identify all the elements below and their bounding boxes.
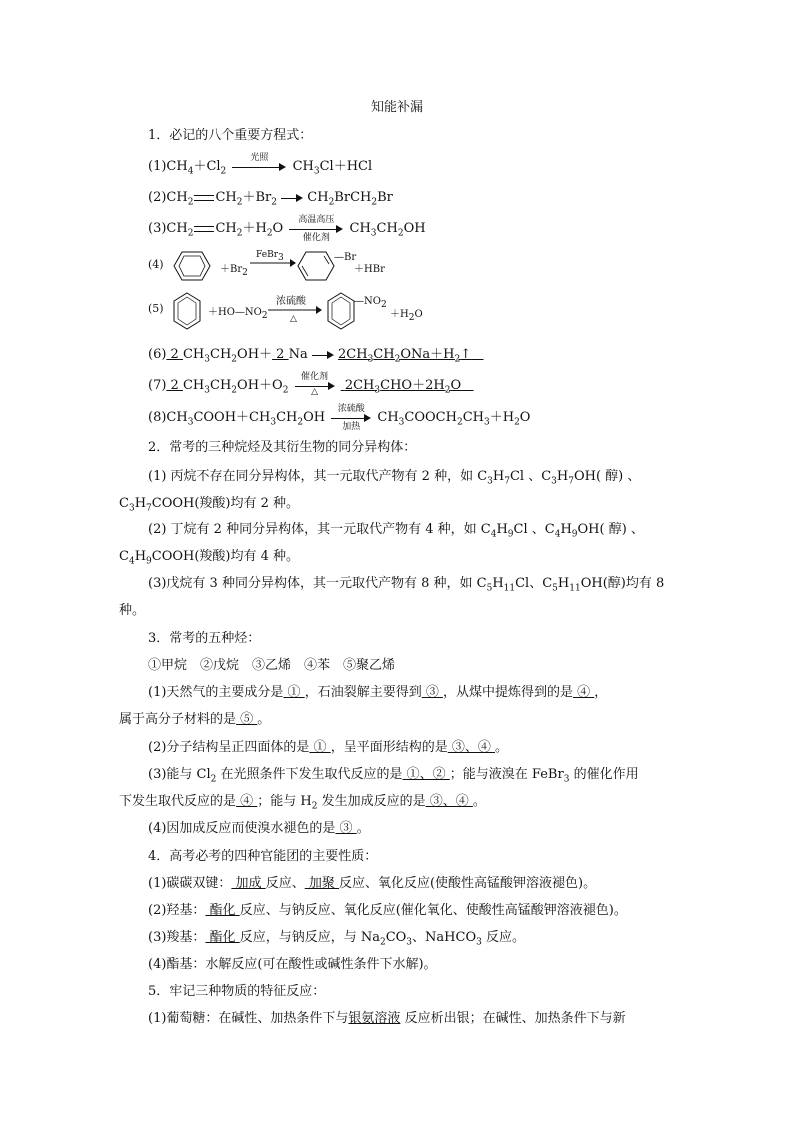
paragraph-2-2: (2) 丁烷有 2 种同分异构体，其一元取代产物有 4 种，如 $C_4H_9Cl$ 、$C_4H_9OH$( 醇) 、 (148, 522, 644, 540)
paragraph-2-1: (1) 丙烷不存在同分异构体，其一元取代产物有 2 种，如 $C_3H_7Cl$ 、$C_3H_7OH$( 醇) 、 (148, 469, 641, 487)
bromobenzene-icon (296, 250, 336, 282)
reversible-arrow: 浓硫酸 加热 (331, 410, 371, 426)
section-1-heading: 1．必记的八个重要方程式： (148, 128, 313, 143)
question-3-3-cont: 下发生取代反应的是 ④ ；能与 $H_2$ 发生加成反应的是 ③、④ 。 (119, 794, 486, 812)
eq4-product: ＋HBr (354, 264, 385, 275)
question-3-1: (1)天然气的主要成分是 ① ，石油裂解主要得到 ③ ，从煤中提炼得到的是 ④ ， (148, 685, 608, 700)
hydrocarbon-list: ①甲烷 ②戊烷 ③乙烯 ④苯 ⑤聚乙烯 (148, 658, 396, 673)
paragraph-2-3: (3)戊烷有 3 种同分异构体，其一元取代产物有 8 种，如 $C_5H_{11}Cl$、$C_5H_{11}OH$(醇)均有 8 (148, 576, 665, 594)
benzene-ring-icon (172, 250, 212, 282)
reaction-5-1: (1)葡萄糖：在碱性、加热条件下与银氨溶液 反应析出银；在碱性、加热条件下与新 (148, 1011, 626, 1026)
reaction-arrow (312, 350, 334, 360)
question-3-2: (2)分子结构呈正四面体的是 ① ，呈平面形结构的是 ③、④ 。 (148, 740, 508, 755)
equation-4: (4) (148, 258, 164, 271)
property-4-2: (2)羟基： 酯化 反应、与钠反应、氧化反应(催化氧化、使酸性高锰酸钾溶液褪色)。 (148, 903, 627, 918)
eq4-reactant: $+Br_2$ (220, 264, 248, 278)
equation-7: (7) 2 $CH_3CH_2OH+O_2$ 催化剂 △ $2CH_3CHO+2H_2O$ (148, 371, 462, 397)
property-4-1: (1)碳碳双键： 加成 反应、 加聚 反应、氧化反应(使酸性高锰酸钾溶液褪色)。 (148, 876, 597, 891)
eq5-product: $+H_2O$ (390, 309, 423, 323)
equation-2: $(2)CH_2$ $CH_2+Br_2$ $CH_2BrCH_2Br$ (148, 190, 393, 208)
section-5-heading: 5．牢记三种物质的特征反应： (148, 984, 326, 999)
reaction-arrow: 光照 (232, 159, 286, 175)
benzene-ring-icon (172, 292, 202, 330)
eq5-condition-bottom: △ (290, 314, 297, 324)
paragraph-2-2-cont: $C_4H_9COOH$(羧酸)均有 4 种。 (119, 549, 300, 567)
section-4-heading: 4．高考必考的四种官能团的主要性质： (148, 849, 378, 864)
question-3-3: (3)能与 $Cl_2$ 在光照条件下发生取代反应的是 ①、② ；能与液溴在 FeBr$_3$ 的催化作用 (148, 767, 639, 785)
eq5-reactant: $+HO—NO_2$ (208, 307, 268, 321)
property-4-3: (3)羧基： 酯化 反应，与钠反应，与 $Na_2CO_3$、NaHCO$_3$ 反应。 (148, 930, 525, 948)
double-bond-icon (194, 195, 214, 201)
nitrobenzene-icon (326, 292, 356, 330)
paragraph-2-1-cont: $C_3H_7COOH$(羧酸)均有 2 种。 (119, 496, 300, 514)
page-title: 知能补漏 (370, 100, 423, 115)
property-4-4: (4)酯基：水解反应(可在酸性或碱性条件下水解)。 (148, 957, 437, 972)
paragraph-2-3-cont: 种。 (119, 603, 146, 618)
reaction-arrow: 催化剂 △ (295, 378, 335, 394)
question-3-4: (4)因加成反应而使溴水褪色的是 ③ 。 (148, 821, 370, 836)
reaction-arrow (250, 258, 296, 268)
section-2-heading: 2．常考的三种烷烃及其衍生物的同分异构体： (148, 440, 417, 455)
equation-6: (6) 2 $CH_3CH_2OH+ 2$ Na $2CH_3CH_2ONa+H_2↑$ (148, 347, 472, 365)
eq5-condition-top: 浓硫酸 (276, 296, 306, 307)
section-3-heading: 3．常考的五种烃： (148, 631, 261, 646)
reaction-arrow (281, 193, 303, 203)
equation-3: $(3)CH_2$ $CH_2+H_2O$ 高温高压 催化剂 $CH_3CH_2OH$ (148, 214, 426, 243)
eq4-condition: FeBr$_3$ (256, 250, 284, 263)
equation-5: (5) (148, 302, 164, 315)
equation-8: $(8)CH_3COOH+CH_3CH_2OH$ 浓硫酸 加热 $CH_3COOCH_2CH_3+H_2O$ (148, 403, 531, 432)
reaction-arrow: 高温高压 催化剂 (289, 221, 343, 237)
question-3-1-cont: 属于高分子材料的是 ⑤ 。 (119, 712, 271, 727)
equation-1: $(1)CH_4+Cl_2$ 光照 $CH_3Cl+HCl$ (148, 152, 373, 177)
double-bond-icon (194, 226, 214, 232)
eq5-substituent: $—NO_2$ (354, 296, 387, 310)
eq4-substituent: —Br (334, 252, 357, 263)
